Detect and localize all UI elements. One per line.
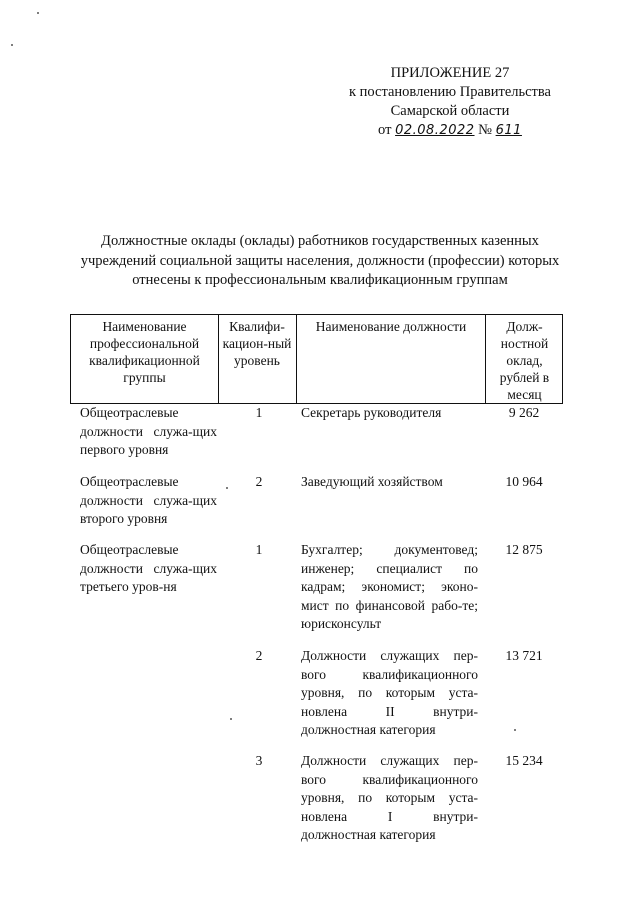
row-level: 2 [255,648,263,663]
appendix-dateline [330,121,570,140]
appendix-resolution: к постановлению Правительства [349,84,551,100]
scan-speck [37,12,39,14]
row-salary: 9 262 [508,405,540,420]
date-value: 02.08.2022 [395,123,475,138]
row-salary: 15 234 [505,753,543,768]
scan-speck [230,718,232,720]
row-level: 1 [255,542,263,557]
row-level: 1 [255,405,263,420]
row-group: Общеотраслевые должности служа-щих первого уровня [80,405,217,457]
row-group: Общеотраслевые должности служа-щих второго уровня [80,474,217,526]
column-divider [296,315,297,403]
document-title: Должностные оклады (оклады) работников государственных казенных учреждений социальной защиты населения, должности (профессии) которых отнесены к профессиональным квалификационным группам [80,233,560,288]
row-salary: 12 875 [505,542,543,557]
header-group: Наименование профессиональной квалификационной группы [89,319,200,385]
row-position: Должности служащих пер-вого квалификационного уровня, по которым уста-новлена II внутри-должностная категория [301,648,478,737]
date-prefix: от [378,122,392,138]
scan-speck [514,729,516,731]
column-divider [218,315,219,403]
row-group: Общеотраслевые должности служа-щих третьего уров-ня [80,542,217,594]
row-position: Бухгалтер; документовед; инженер; специалист по кадрам; экономист; эконо-мист по финансовой рабо-те; юрисконсульт [301,542,478,631]
header-salary: Долж-ностной оклад, рублей в месяц [499,319,550,402]
row-position: Заведующий хозяйством [301,474,443,489]
number-value: 611 [495,123,522,138]
row-salary: 13 721 [505,648,543,663]
row-level: 2 [255,474,263,489]
scan-speck [11,44,13,46]
row-salary: 10 964 [505,474,543,489]
appendix-region: Самарской области [390,103,510,119]
row-position: Секретарь руководителя [301,405,442,420]
header-level: Квалифи-кацион-ный уровень [222,319,292,368]
row-level: 3 [255,753,263,768]
header-position: Наименование должности [315,319,467,334]
appendix-block [330,64,570,140]
row-position: Должности служащих пер-вого квалификационного уровня, по которым уста-новлена I внутри-должностная категория [301,753,478,842]
column-divider [485,315,486,403]
number-prefix: № [478,122,492,138]
appendix-title: ПРИЛОЖЕНИЕ 27 [390,65,510,81]
table-header [70,314,563,404]
